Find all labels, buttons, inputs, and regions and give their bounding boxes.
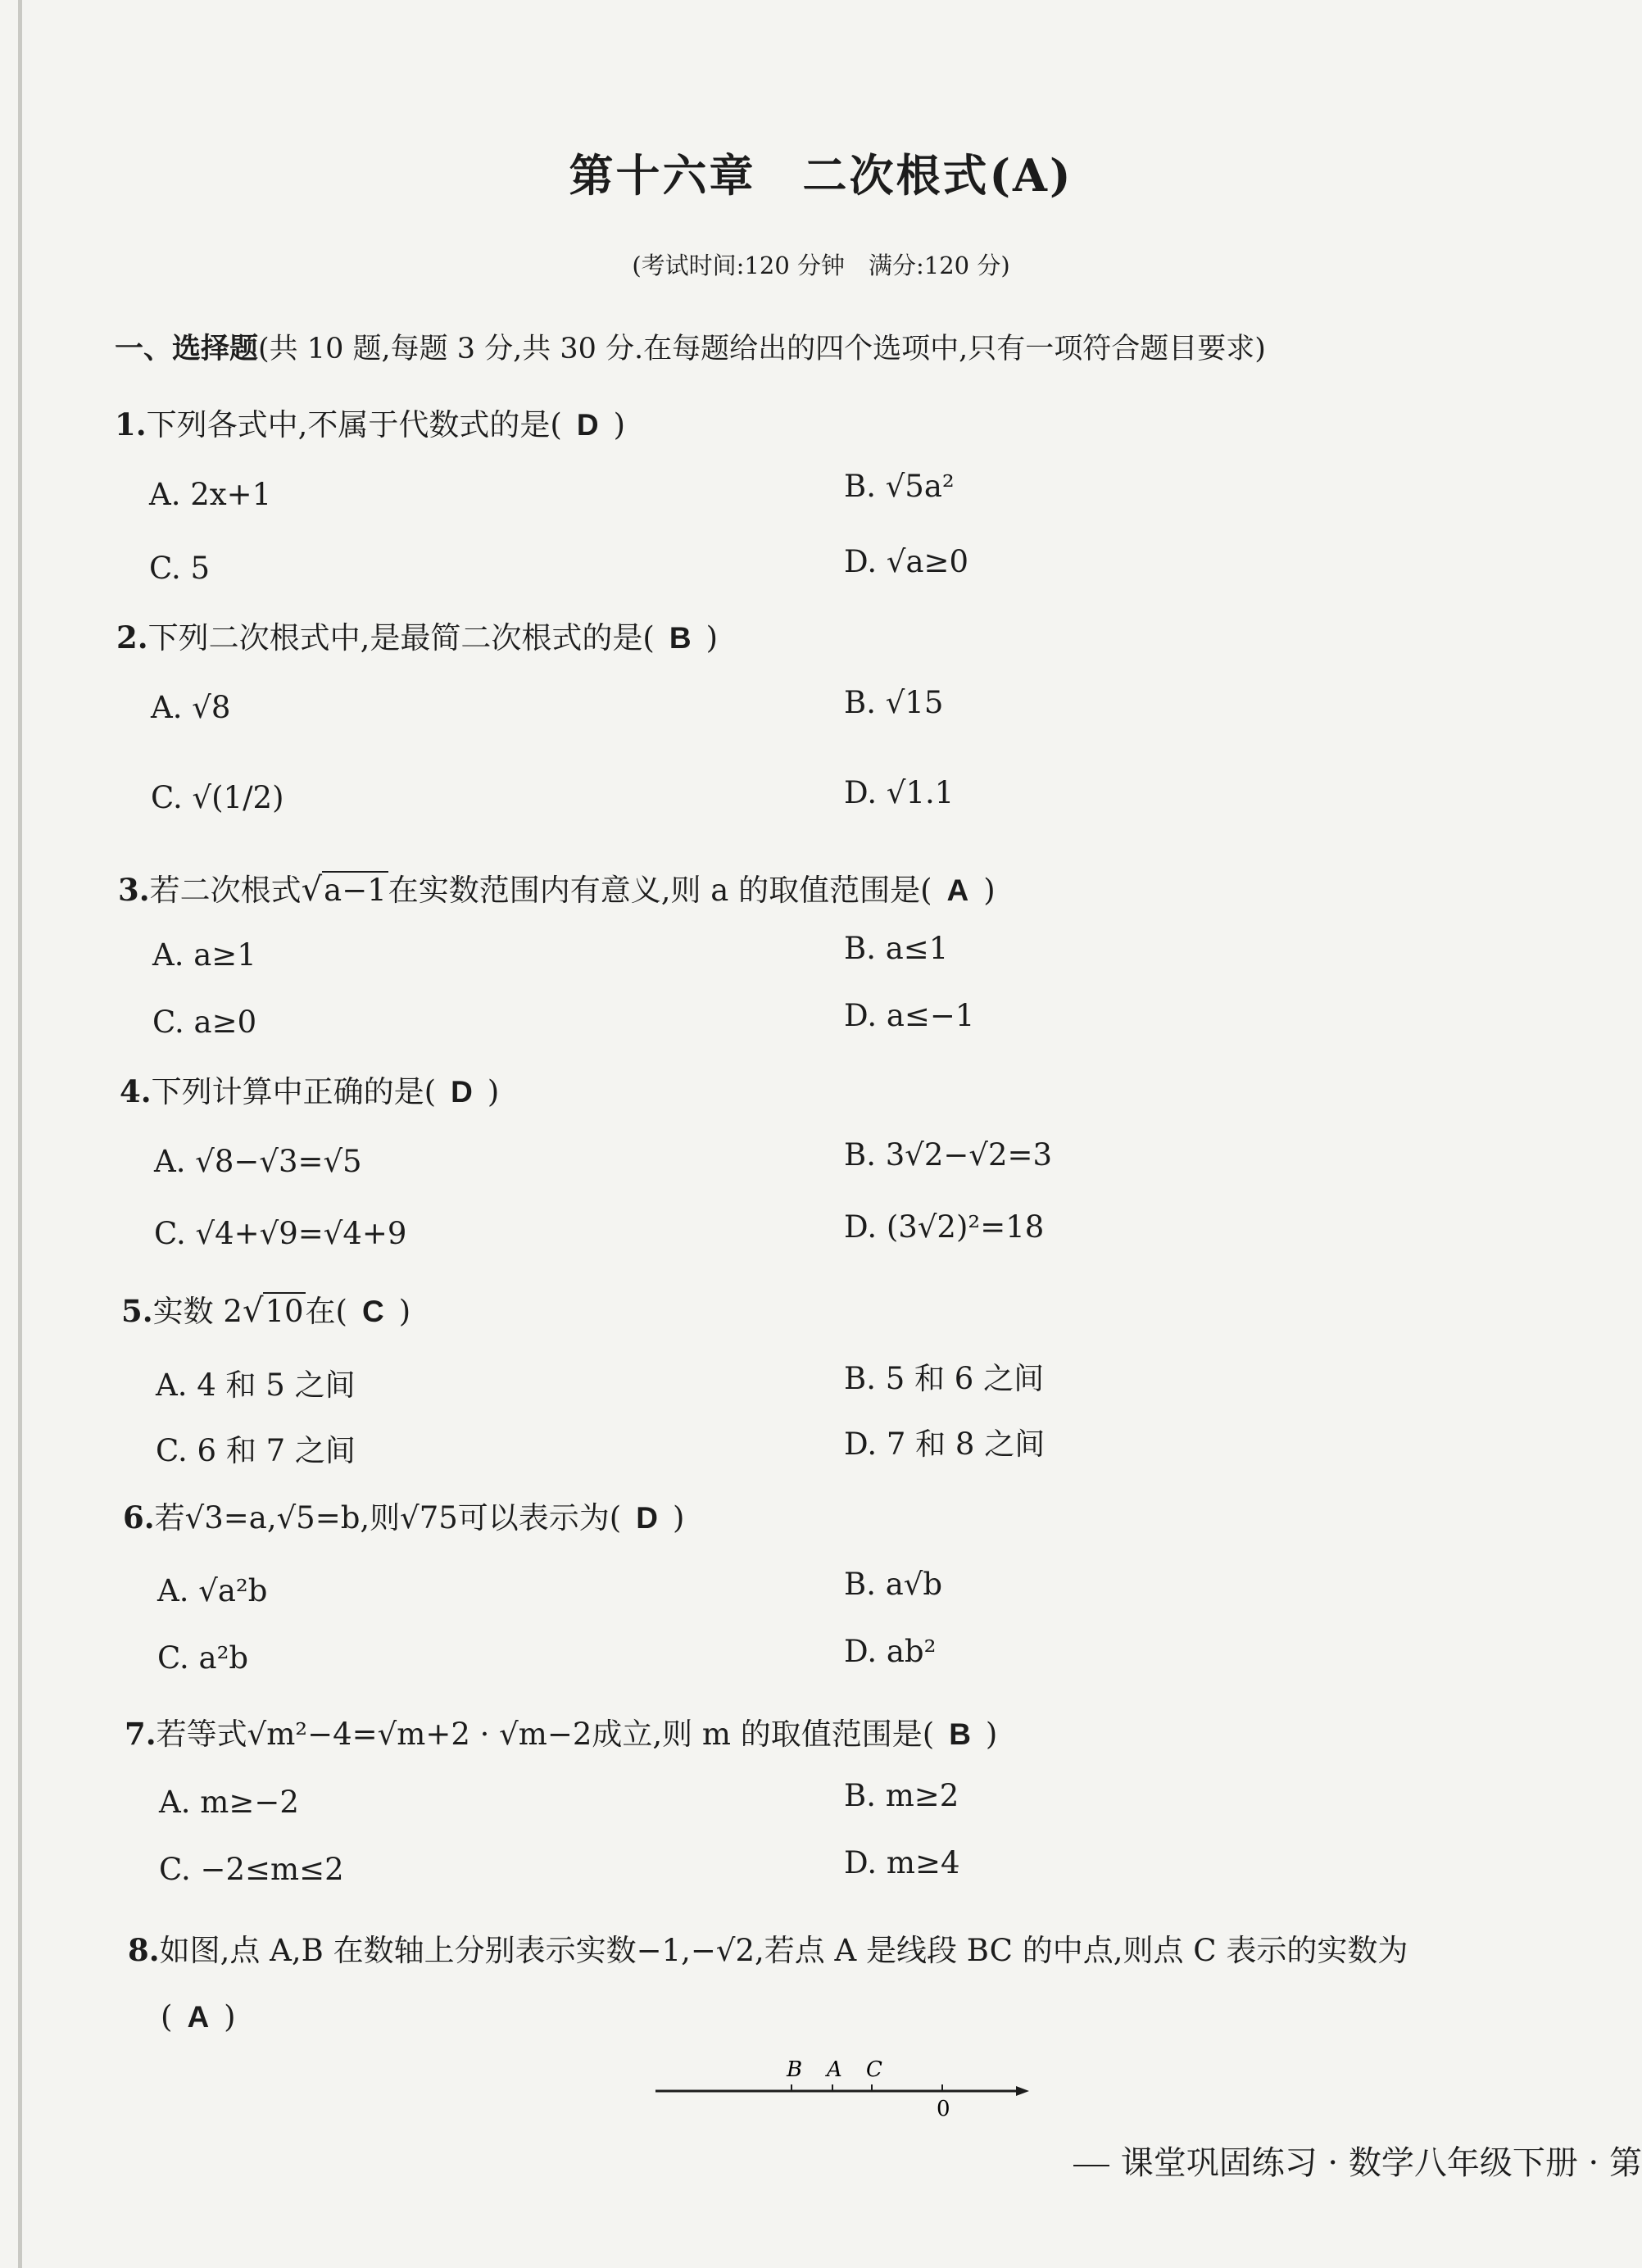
- option-2d: D. √1.1: [844, 775, 955, 810]
- option-4c: C. √4+√9=√4+9: [154, 1216, 407, 1251]
- question-stem: 若等式√m²−4=√m+2 · √m−2成立,则 m 的取值范围是(: [156, 1717, 935, 1752]
- radical: √a−1: [301, 871, 387, 909]
- option-4b: B. 3√2−√2=3: [844, 1137, 1053, 1173]
- option-5d: D. 7 和 8 之间: [844, 1427, 1046, 1462]
- question-6: [123, 1493, 684, 1537]
- question-number: 5.: [121, 1293, 153, 1329]
- option-7a: A. m≥−2: [159, 1785, 299, 1820]
- paren-close: ): [983, 873, 996, 908]
- answer: D: [451, 1075, 473, 1109]
- label-a: A: [827, 2057, 842, 2082]
- question-stem: 若√3=a,√5=b,则√75可以表示为(: [154, 1500, 622, 1535]
- question-stem: 下列二次根式中,是最简二次根式的是(: [147, 620, 655, 655]
- option-1a: A. 2x+1: [149, 477, 272, 512]
- question-number: 1.: [115, 406, 147, 442]
- section-label: 一、选择题: [115, 332, 259, 365]
- option-7c: C. −2≤m≤2: [159, 1852, 344, 1887]
- answer: B: [669, 621, 692, 655]
- question-5: [121, 1286, 410, 1331]
- question-4: [120, 1067, 499, 1111]
- radicand: a−1: [324, 873, 387, 908]
- option-5a: A. 4 和 5 之间: [156, 1368, 356, 1403]
- question-number: 3.: [118, 872, 150, 908]
- paren-close: ): [398, 1294, 411, 1329]
- label-b: B: [787, 2057, 803, 2082]
- question-2: [116, 613, 718, 657]
- question-8: [128, 1926, 1408, 1970]
- question-8-answer-line: [161, 1999, 236, 2034]
- option-6c: C. a²b: [157, 1640, 249, 1676]
- question-number: 7.: [125, 1716, 156, 1752]
- radicand: 10: [265, 1294, 304, 1329]
- option-7d: D. m≥4: [844, 1845, 960, 1880]
- answer: B: [949, 1717, 971, 1751]
- option-1b: B. √5a²: [844, 469, 955, 504]
- option-5c: C. 6 和 7 之间: [156, 1433, 356, 1468]
- label-c: C: [866, 2057, 882, 2082]
- question-number: 2.: [116, 619, 148, 655]
- question-stem: 如图,点 A,B 在数轴上分别表示实数−1,−√2,若点 A 是线段 BC 的中点,则点 C 表示的实数为: [159, 1933, 1408, 1968]
- question-stem-part: 若二次根式: [149, 873, 302, 908]
- question-number: 8.: [128, 1932, 160, 1968]
- paren-close: ): [613, 407, 626, 442]
- paren-close: ): [224, 1999, 236, 2034]
- option-2c: C. √(1/2): [151, 780, 284, 815]
- question-stem: 下列计算中正确的是(: [151, 1074, 437, 1109]
- question-3: [118, 865, 996, 909]
- answer: A: [187, 2000, 210, 2034]
- section-heading: [115, 326, 1266, 367]
- exam-info: (考试时间:120 分钟 满分:120 分): [632, 252, 1010, 279]
- page-edge: [18, 0, 22, 2268]
- option-1c: C. 5: [149, 551, 211, 586]
- question-7: [125, 1709, 997, 1753]
- option-6a: A. √a²b: [157, 1573, 268, 1608]
- radical: √10: [242, 1292, 304, 1330]
- option-4a: A. √8−√3=√5: [154, 1144, 362, 1179]
- footer-text: 课堂巩固练习 · 数学八年级下册 · 第: [1120, 2144, 1642, 2182]
- answer: C: [361, 1295, 384, 1328]
- question-stem: 下列各式中,不属于代数式的是(: [146, 407, 562, 442]
- answer: D: [576, 408, 599, 442]
- option-6b: B. a√b: [844, 1567, 943, 1602]
- question-number: 6.: [123, 1499, 155, 1535]
- paren-close: ): [985, 1717, 998, 1752]
- arrow-icon: [1016, 2086, 1029, 2096]
- question-1: [115, 400, 625, 444]
- option-3a: A. a≥1: [152, 937, 256, 973]
- option-4d: D. (3√2)²=18: [844, 1209, 1045, 1245]
- question-stem-part: 在实数范围内有意义,则 a 的取值范围是(: [388, 873, 932, 908]
- footer-dash: [1073, 2165, 1109, 2166]
- question-stem-part: 实数 2: [152, 1294, 243, 1329]
- answer: A: [946, 873, 969, 907]
- section-description: (共 10 题,每题 3 分,共 30 分.在每题给出的四个选项中,只有一项符合题目要求): [258, 333, 1266, 365]
- question-number: 4.: [120, 1073, 152, 1109]
- question-stem-part: 在(: [305, 1294, 347, 1329]
- option-3b: B. a≤1: [844, 931, 949, 966]
- option-7b: B. m≥2: [844, 1778, 959, 1813]
- option-1d: D. √a≥0: [844, 544, 969, 579]
- option-6d: D. ab²: [844, 1634, 937, 1669]
- option-2b: B. √15: [844, 685, 944, 720]
- number-line-figure: [655, 2040, 1032, 2122]
- option-2a: A. √8: [151, 690, 231, 725]
- option-3d: D. a≤−1: [844, 998, 975, 1033]
- option-3c: C. a≥0: [152, 1005, 257, 1040]
- page-footer: [1073, 2137, 1642, 2184]
- page-title: 第十六章 二次根式(A): [569, 149, 1073, 202]
- paren-open: (: [161, 1999, 173, 2034]
- option-5b: B. 5 和 6 之间: [844, 1361, 1045, 1396]
- label-zero: 0: [937, 2097, 950, 2121]
- paren-close: ): [487, 1074, 500, 1109]
- answer: D: [636, 1501, 658, 1535]
- paren-close: ): [672, 1500, 685, 1535]
- paren-close: ): [705, 620, 719, 655]
